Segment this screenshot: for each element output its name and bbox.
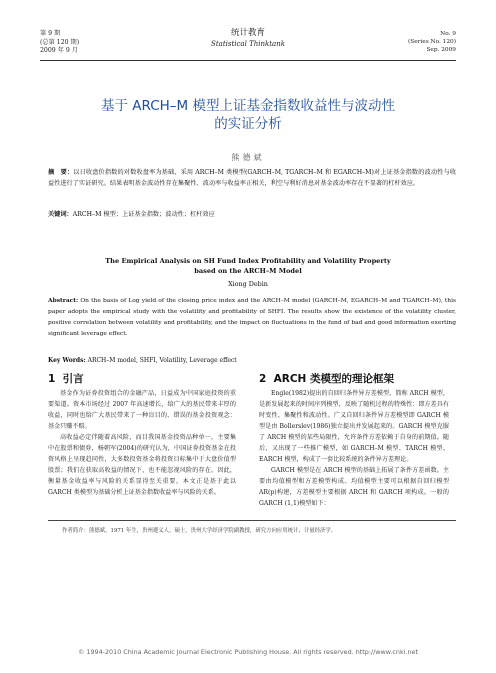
paper-title-line2: 的实证分析 bbox=[214, 116, 282, 132]
paper-title-line1: 基于 ARCH–M 模型上证基金指数收益性与波动性 bbox=[100, 98, 395, 114]
section-2-title: ARCH 类模型的理论框架 bbox=[273, 373, 394, 385]
abstract-en-label: Abstract: bbox=[48, 297, 79, 304]
issue-number: 第 9 期 bbox=[40, 30, 61, 37]
abstract-cn bbox=[48, 168, 456, 189]
total-issue: (总第 120 期) bbox=[40, 38, 80, 46]
section-1-title: 引言 bbox=[62, 373, 84, 385]
abstract-en bbox=[48, 295, 456, 340]
series-number-en: (Series No. 120) bbox=[407, 39, 456, 46]
journal-name-en: Statistical Thinktank bbox=[211, 40, 285, 48]
section-2-heading bbox=[259, 371, 459, 386]
abstract-cn-text: 以日收盘价指数的对数收盘率为基础，采用 ARCH–M 类模型(GARCH–M, TGARCH–M 和 EGARCH–M)对上证基金指数的波动性与收益性进行了实证研究。结果表明基金波动性存在集聚性、波动率与收益率正相关，利空与利好消息对基金波动率存在不显著的杠杆效应。 bbox=[48, 169, 457, 187]
keywords-en bbox=[48, 356, 456, 366]
issue-date: 2009 年 9 月 bbox=[40, 47, 78, 55]
section-1-heading bbox=[48, 371, 238, 386]
journal-issue-info bbox=[40, 30, 130, 56]
journal-name bbox=[180, 27, 316, 49]
section-1-paragraph: 高收益必定伴随着高风险，而目我国基金投资品种单一，主要集中在股票和债券，杨朝军(2004)的研究认为，中国证券投资基金在投资风格上呈现趋同性，大多数投资基金将投资目标集中于大盘价值型股票；我们在获取高收益的情况下，也不能忽视风险的存在。因此，衡量基金收益率与风险的关系显得至关重要，本文正是基于此以 GARCH 类模型为基础分析上证基金指数收益率与风险的关系。 bbox=[48, 434, 236, 496]
english-title bbox=[40, 256, 456, 277]
section-2-body bbox=[259, 388, 449, 509]
issue-date-en: Sep. 2009 bbox=[426, 47, 456, 54]
author-name: 熊德斌 bbox=[231, 153, 265, 162]
issue-number-en: No. 9 bbox=[440, 31, 456, 37]
keywords-cn-text: ARCH–M 模型；上证基金指数；波动性；杠杆效应 bbox=[72, 211, 215, 218]
abstract-en-text: On the basis of Log yield of the closing price index and the ARCH–M model (GARCH–M, EGARCH–M and TGARCH–M), this paper adopts the empirical study with the volatility and profitability of SHFI. The results show the existence of the volatility cluster, positive correlation between volatility and profitability, and the impact on fluctuations in the fund of bad and good information exerting significant leverage effect. bbox=[48, 298, 456, 337]
english-title-line2: based on the ARCH–M Model bbox=[194, 267, 302, 276]
header-divider bbox=[40, 60, 456, 61]
journal-name-cn: 统计教育 bbox=[230, 28, 265, 38]
english-title-line1: The Empirical Analysis on SH Fund Index Profitability and Volatility Property bbox=[105, 257, 391, 265]
section-1-body bbox=[48, 388, 236, 498]
section-1-number: 1 bbox=[48, 373, 56, 385]
copyright-notice: © 1994-2010 China Academic Journal Electronic Publishing House. All rights reserved. http://www.cnki.net bbox=[78, 648, 418, 656]
english-author: Xiong Debin bbox=[228, 280, 268, 288]
keywords-cn-label: 关键词： bbox=[48, 211, 73, 218]
section-2-paragraph: GARCH 模型是在 ARCH 模型的基础上拓展了条件方差函数。主要由均值模型和方差模型构成。均值模型主要可以根据自回归模型 AR(p)构建，方差模型主要根据 ARCH 和 GARCH 项构成。一般的 GARCH (1,1)模型如下： bbox=[259, 467, 449, 507]
paper-title bbox=[40, 97, 456, 133]
abstract-cn-label: 摘 要： bbox=[48, 169, 74, 176]
section-1-paragraph: 基金作为证券投资组合的金融产品，日益成为中国家庭投资的重要渠道。资本市场经过 2007 年高速增长，给广大的基民带来丰厚的收益，同时也给广大基民带来了一种盲目的、错误的基金投资观念：基金只赚不赔。 bbox=[48, 390, 236, 430]
keywords-cn bbox=[48, 210, 456, 220]
author-footnote: 作者简介：熊德斌，1971 年生，贵州遵义人，硕士，贵州大学经济学院副教授，研究方向应用统计、计量经济学。 bbox=[62, 528, 337, 534]
keywords-en-text: ARCH–M model, SHFI, Volatility, Leverage effect bbox=[87, 357, 237, 364]
footnote-divider bbox=[48, 520, 456, 521]
section-2-number: 2 bbox=[259, 373, 267, 385]
section-2-paragraph: Engle(1982)提出的自回归条件异方差模型，简称 ARCH 模型，是新发展起来的时间序列模型，反映了随机过程的特殊性：即方差具有时变性、集聚性和波动性。广义自回归条件异方差模型即 GARCH 模型是由 Bollerslev(1986)独立提出并发展起来的。GARCH 模型克服了 ARCH 模型的某些局限性，允许条件方差依赖于自身的前期值。随后，又出现了一些推广模型，如 GARCH–M 模型、TARCH 模型、EARCH 模型，构成了一套比较系统的条件异方差理论。 bbox=[259, 390, 449, 463]
journal-issue-info-en bbox=[380, 30, 456, 55]
keywords-en-label: Key Words: bbox=[48, 357, 86, 364]
